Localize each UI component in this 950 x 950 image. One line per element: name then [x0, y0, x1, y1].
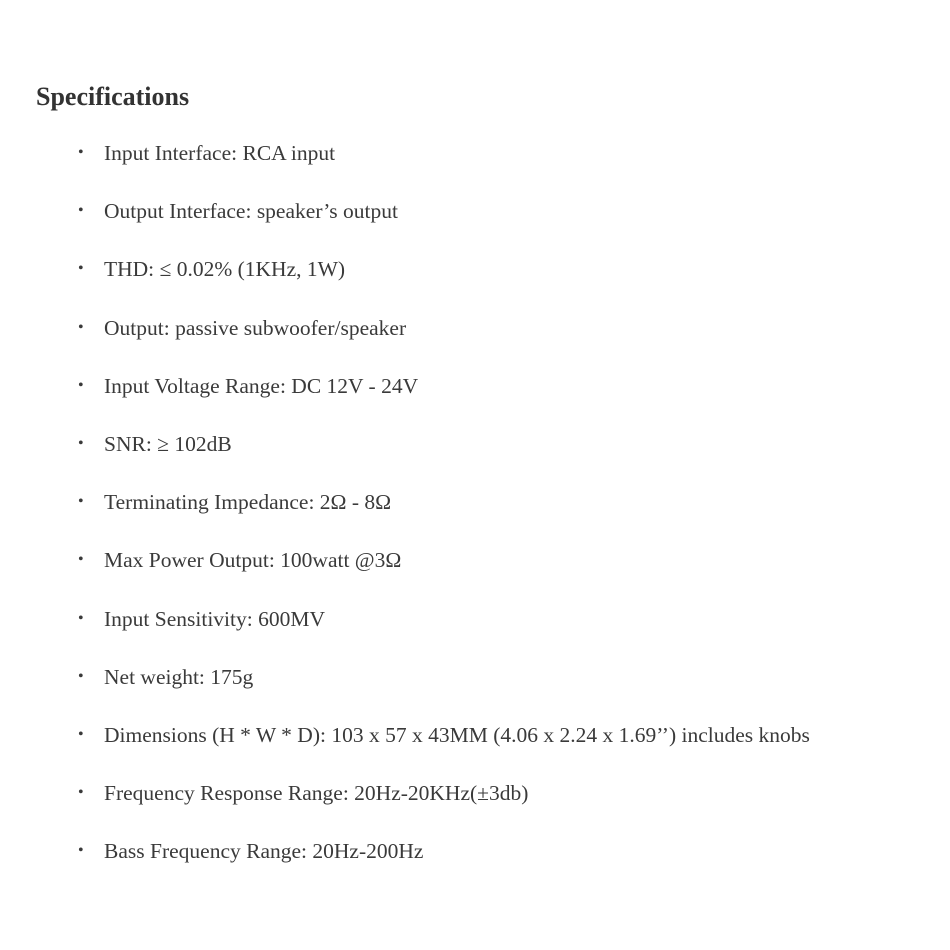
bullet-icon: •	[78, 609, 84, 627]
bullet-icon: •	[78, 434, 84, 452]
specifications-list	[78, 136, 938, 892]
list-item	[78, 136, 938, 194]
spec-text: Terminating Impedance: 2Ω - 8Ω	[104, 490, 392, 515]
list-item	[78, 602, 938, 660]
bullet-icon: •	[78, 260, 84, 278]
spec-text: Input Interface: RCA input	[104, 141, 336, 165]
spec-text: SNR: ≥ 102dB	[104, 431, 232, 456]
spec-text: Output Interface: speaker’s output	[104, 199, 398, 224]
list-item	[78, 427, 938, 485]
bullet-icon: •	[78, 202, 84, 220]
list-item	[78, 194, 938, 252]
list-item	[78, 776, 938, 834]
spec-text: Bass Frequency Range: 20Hz-200Hz	[104, 839, 424, 864]
spec-text: THD: ≤ 0.02% (1KHz, 1W)	[104, 257, 346, 282]
bullet-icon: •	[78, 376, 84, 394]
list-item	[78, 543, 938, 601]
list-item	[78, 311, 938, 369]
spec-text: Dimensions (H * W * D): 103 x 57 x 43MM (4.06 x 2.24 x 1.69’’) includes knobs	[104, 722, 810, 747]
bullet-icon: •	[78, 551, 84, 569]
bullet-icon: •	[78, 667, 84, 685]
list-item	[78, 660, 938, 718]
spec-text: Frequency Response Range: 20Hz-20KHz(±3db)	[104, 781, 529, 806]
section-heading: Specifications	[36, 82, 190, 111]
spec-text: Input Sensitivity: 600MV	[104, 606, 325, 631]
bullet-icon: •	[78, 318, 84, 336]
list-item	[78, 369, 938, 427]
spec-text: Output: passive subwoofer/speaker	[104, 315, 407, 340]
spec-text: Input Voltage Range: DC 12V - 24V	[104, 373, 419, 398]
list-item	[78, 834, 938, 892]
list-item	[78, 485, 938, 543]
spec-text: Max Power Output: 100watt @3Ω	[104, 548, 402, 573]
bullet-icon: •	[78, 842, 84, 860]
bullet-icon: •	[78, 493, 84, 511]
bullet-icon: •	[78, 144, 84, 161]
bullet-icon: •	[78, 784, 84, 802]
list-item	[78, 718, 938, 776]
bullet-icon: •	[78, 725, 84, 743]
list-item	[78, 252, 938, 310]
spec-text: Net weight: 175g	[104, 664, 254, 689]
